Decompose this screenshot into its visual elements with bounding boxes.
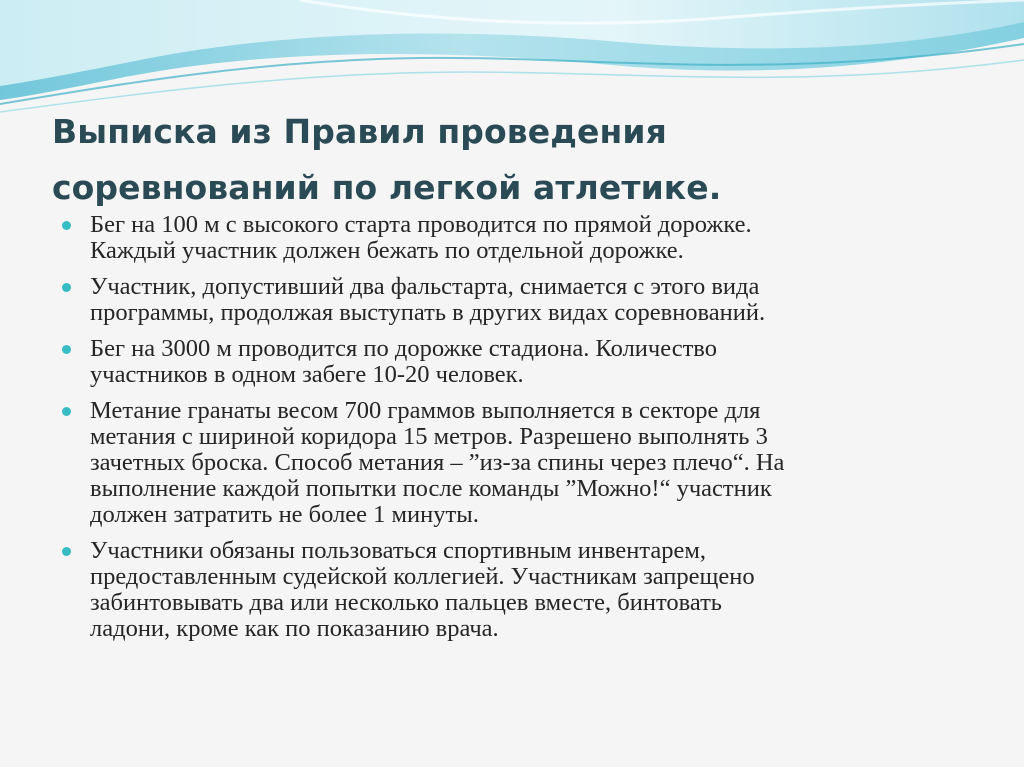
bullet-text-line: метания с шириной коридора 15 метров. Разрешено выполнять 3: [90, 423, 768, 450]
bullet-text-line: предоставленным судейской коллегией. Участникам запрещено: [90, 563, 755, 590]
bullet-text-line: ладони, кроме как по показанию врача.: [90, 615, 499, 642]
bullet-text-line: Участник, допустивший два фальстарта, снимается с этого вида: [90, 273, 760, 300]
bullet-dot-icon: [62, 221, 71, 230]
bullet-text-line: участников в одном забеге 10-20 человек.: [90, 361, 524, 388]
bullet-list: [62, 212, 992, 652]
bullet-item: [62, 336, 992, 388]
bullet-dot-icon: [62, 547, 71, 556]
bullet-item: [62, 398, 992, 528]
bullet-text-line: Участники обязаны пользоваться спортивным инвентарем,: [90, 537, 706, 564]
bullet-text-line: должен затратить не более 1 минуты.: [90, 501, 479, 528]
bullet-item: [62, 538, 992, 642]
bullet-text-line: выполнение каждой попытки после команды ”Можно!“ участник: [90, 475, 772, 502]
bullet-text-line: Метание гранаты весом 700 граммов выполняется в секторе для: [90, 397, 761, 424]
bullet-text-line: Каждый участник должен бежать по отдельной дорожке.: [90, 237, 684, 264]
bullet-text-line: Бег на 100 м с высокого старта проводится по прямой дорожке.: [90, 211, 752, 238]
slide-title-line: соревнований по легкой атлетике.: [52, 168, 722, 207]
bullet-dot-icon: [62, 407, 71, 416]
bullet-item: [62, 274, 992, 326]
slide-title: [52, 104, 992, 216]
bullet-dot-icon: [62, 345, 71, 354]
bullet-text-line: программы, продолжая выступать в других видах соревнований.: [90, 299, 766, 326]
bullet-dot-icon: [62, 283, 71, 292]
bullet-text-line: забинтовывать два или несколько пальцев вместе, бинтовать: [90, 589, 722, 616]
bullet-text-line: Бег на 3000 м проводится по дорожке стадиона. Количество: [90, 335, 717, 362]
slide-title-line: Выписка из Правил проведения: [52, 112, 667, 151]
bullet-text-line: зачетных броска. Способ метания – ”из-за спины через плечо“. На: [90, 449, 785, 476]
bullet-item: [62, 212, 992, 264]
